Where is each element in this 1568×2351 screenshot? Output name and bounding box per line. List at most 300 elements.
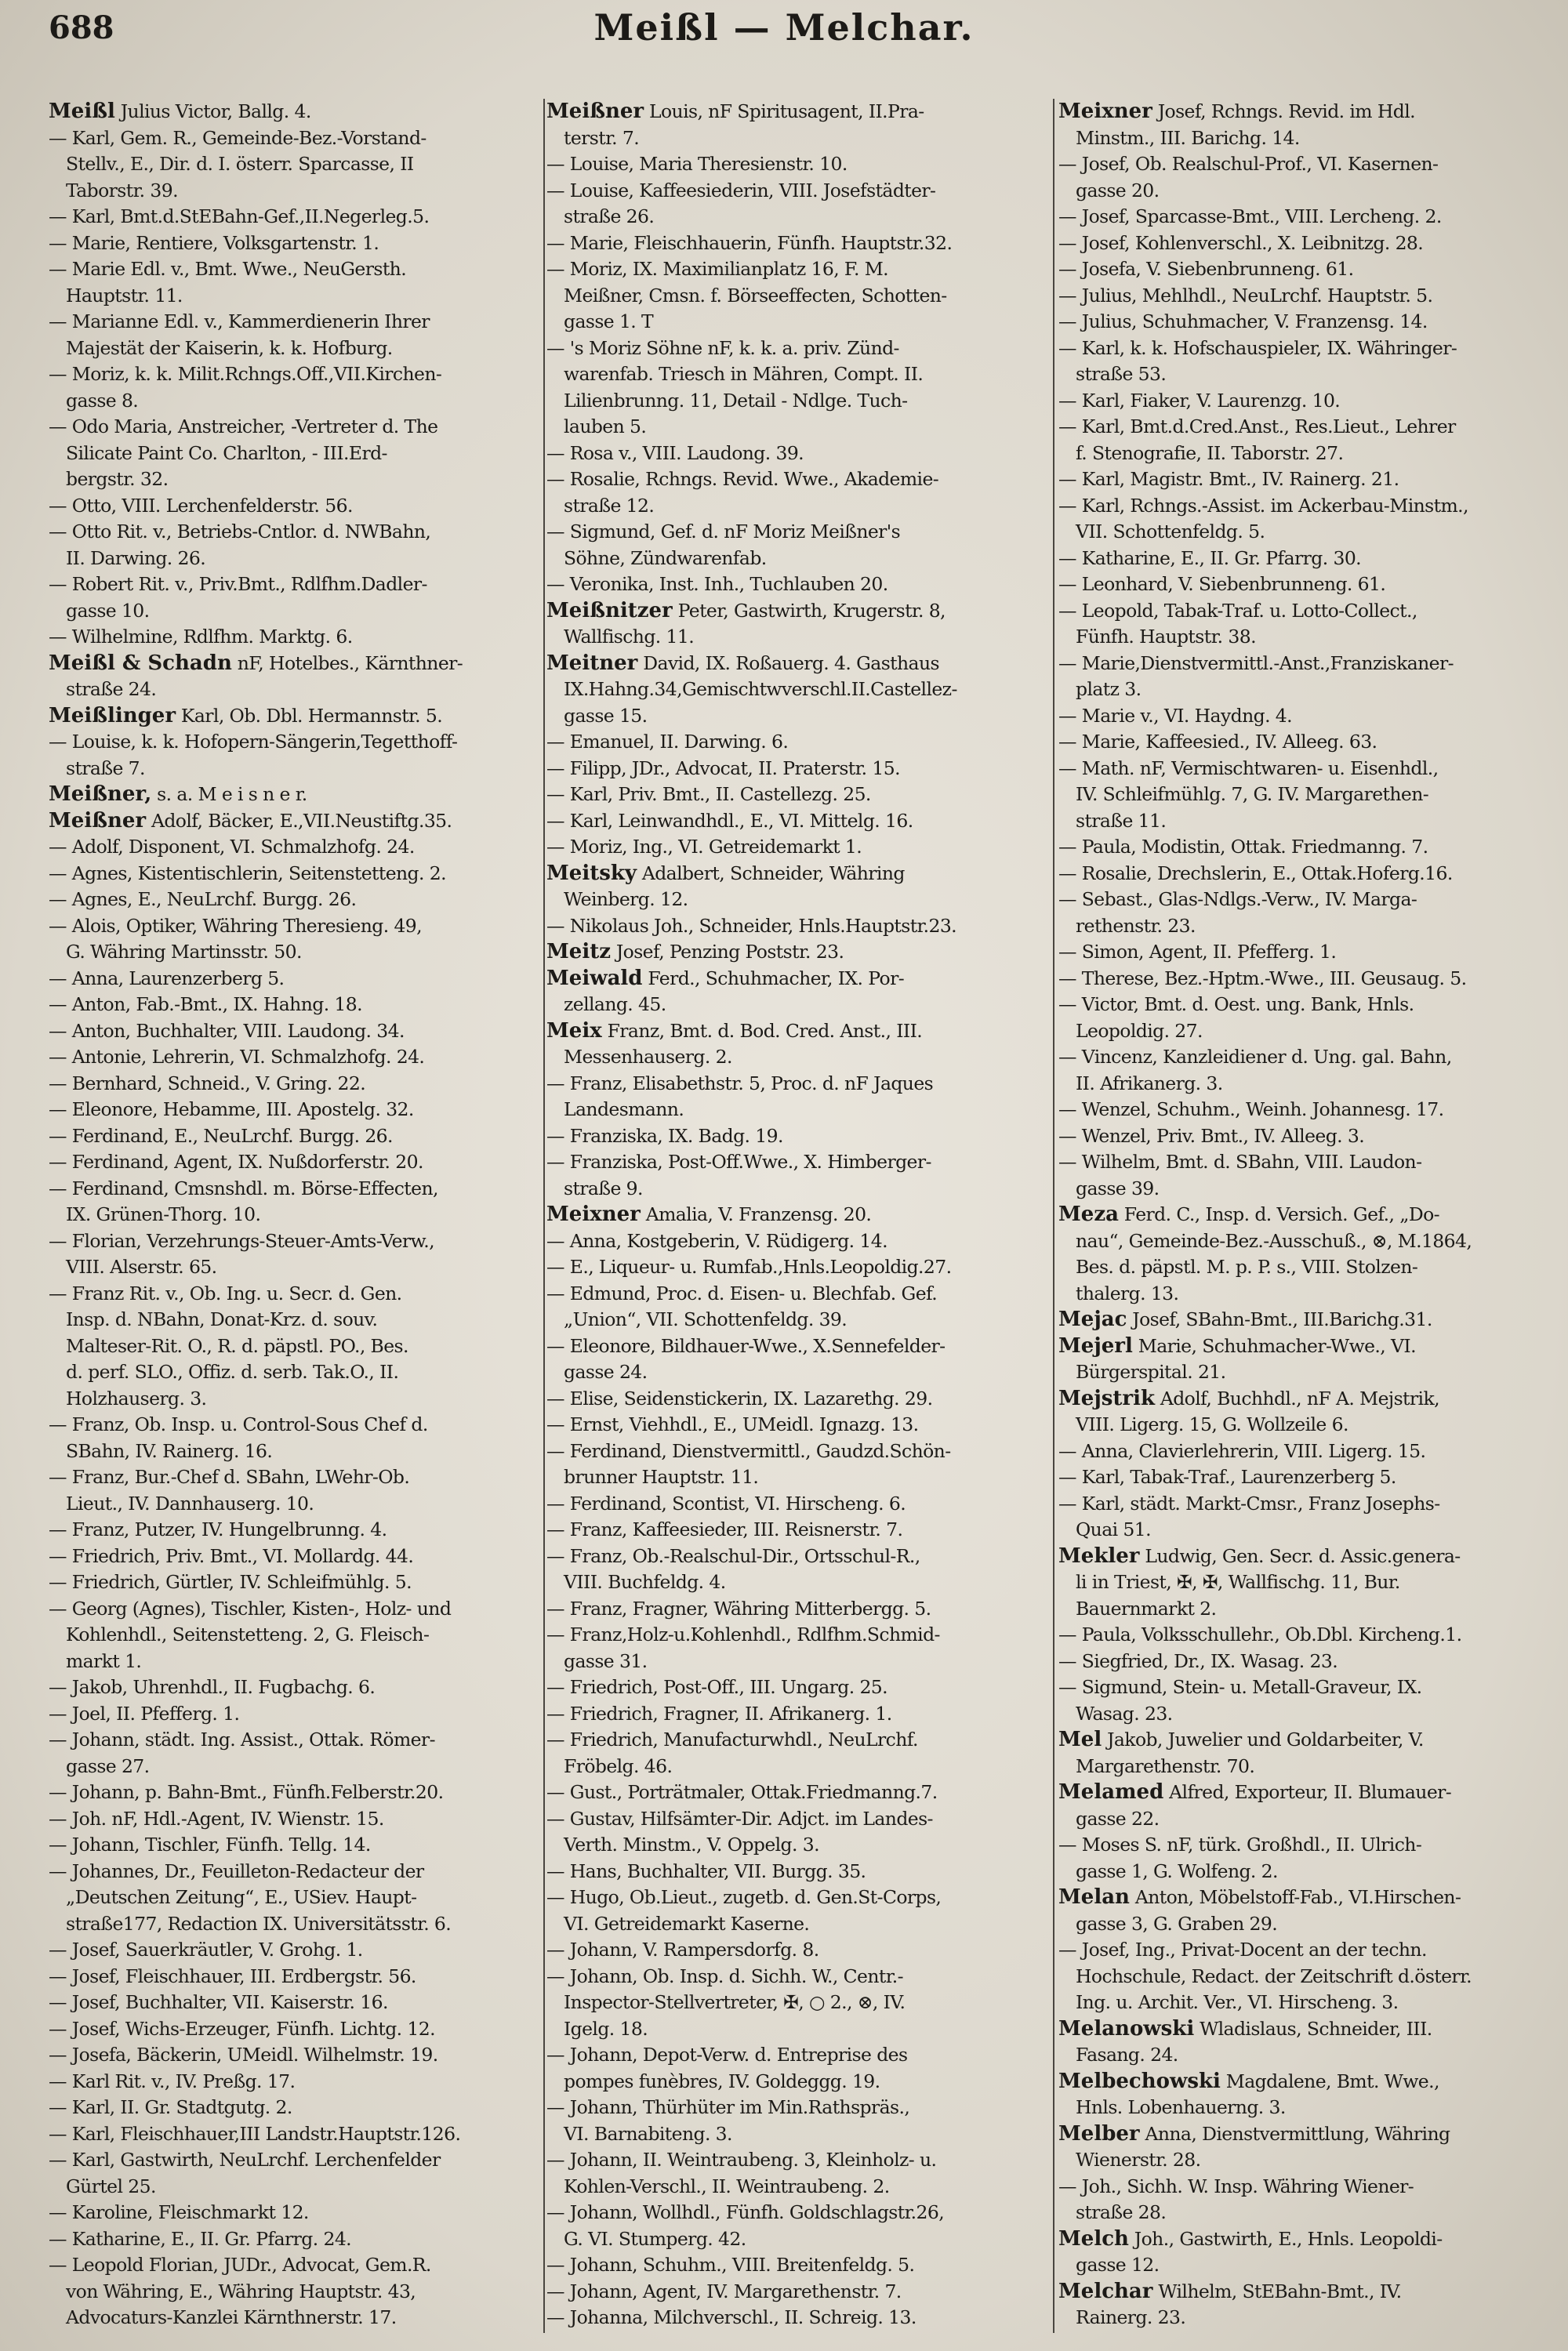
column-divider	[1053, 99, 1054, 2333]
directory-line: — Johann, p. Bahn-Bmt., Fünfh.Felberstr.20.	[49, 1781, 444, 1803]
directory-line: Bes. d. päpstl. M. p. P. s., VIII. Stolzen-	[1076, 1256, 1418, 1278]
directory-line: — Franz, Putzer, IV. Hungelbrunng. 4.	[49, 1518, 387, 1540]
directory-line: zellang. 45.	[564, 993, 666, 1015]
entry-text: Adolf, Bäcker, E.,VII.Neustiftg.35.	[146, 809, 452, 832]
surname-headword: Mejac	[1058, 1308, 1127, 1331]
entry-text: Franz, Bmt. d. Bod. Cred. Anst., III.	[601, 1019, 923, 1042]
directory-line: IX.Hahng.34,Gemischtwverschl.II.Castellez-	[564, 678, 957, 700]
directory-line: — Karl, II. Gr. Stadtgutg. 2.	[49, 2096, 292, 2118]
directory-entry-heading	[546, 1018, 1048, 1045]
surname-headword: Meixner	[546, 1203, 641, 1226]
column-3	[1058, 99, 1551, 2331]
directory-line: — Simon, Agent, II. Pfefferg. 1.	[1058, 941, 1337, 963]
surname-headword: Meixner	[1058, 100, 1152, 123]
directory-line: — Leopold Florian, JUDr., Advocat, Gem.R.	[49, 2254, 431, 2276]
directory-line: — Nikolaus Joh., Schneider, Hnls.Hauptstr.23.	[546, 914, 957, 937]
directory-line: — Karl, Priv. Bmt., II. Castellezg. 25.	[546, 783, 871, 805]
directory-line: straße 28.	[1076, 2201, 1167, 2223]
directory-line: gasse 24.	[564, 1361, 648, 1383]
directory-line: — Franz, Bur.-Chef d. SBahn, LWehr-Ob.	[49, 1466, 410, 1488]
directory-entry-heading	[546, 651, 1048, 677]
directory-line: — Anton, Buchhalter, VIII. Laudong. 34.	[49, 1019, 405, 1042]
directory-line: Margarethenstr. 70.	[1076, 1754, 1255, 1777]
directory-line: — Friedrich, Post-Off., III. Ungarg. 25.	[546, 1676, 888, 1698]
directory-line: — Franz, Ob.-Realschul-Dir., Ortsschul-R.,	[546, 1544, 920, 1567]
directory-line: gasse 20.	[1076, 179, 1160, 201]
directory-line: gasse 8.	[66, 389, 139, 412]
directory-line: Söhne, Zündwarenfab.	[564, 546, 767, 569]
surname-headword: Mel	[1058, 1728, 1102, 1751]
directory-line: straße 26.	[564, 205, 655, 227]
directory-entry-heading	[546, 598, 1048, 625]
directory-line: — Ernst, Viehhdl., E., UMeidl. Ignazg. 13.	[546, 1413, 919, 1435]
directory-line: — Hans, Buchhalter, VII. Burgg. 35.	[546, 1859, 866, 1882]
directory-line: — Ferdinand, Agent, IX. Nußdorferstr. 20.	[49, 1151, 423, 1173]
directory-line: — Josef, Ing., Privat-Docent an der techn.	[1058, 1939, 1427, 1961]
directory-line: — Gustav, Hilfsämter-Dir. Adjct. im Landes-	[546, 1807, 933, 1830]
directory-line: — Karl, Gastwirth, NeuLrchf. Lerchenfelder	[49, 2149, 441, 2171]
surname-headword: Meißl & Schadn	[49, 651, 232, 675]
directory-line: — Karl, Bmt.d.StEBahn-Gef.,II.Negerleg.5.	[49, 205, 430, 227]
directory-line: straße 9.	[564, 1177, 643, 1199]
directory-line: Wallfischg. 11.	[564, 626, 695, 648]
surname-headword: Meißner	[546, 100, 644, 123]
directory-line: — Anna, Clavierlehrerin, VIII. Ligerg. 15.	[1058, 1439, 1426, 1462]
directory-line: Ing. u. Archit. Ver., VI. Hirscheng. 3.	[1076, 1991, 1399, 2013]
directory-line: Hnls. Lobenhauerng. 3.	[1076, 2096, 1286, 2118]
entry-text: Josef, Penzing Poststr. 23.	[610, 941, 844, 963]
directory-line: — Katharine, E., II. Gr. Pfarrg. 30.	[1058, 546, 1362, 569]
directory-line: Wienerstr. 28.	[1076, 2149, 1201, 2171]
directory-line: warenfab. Triesch in Mähren, Compt. II.	[564, 363, 924, 385]
surname-headword: Meißner,	[49, 782, 152, 806]
directory-line: — Johann, Wollhdl., Fünfh. Goldschlagstr.26,	[546, 2201, 945, 2223]
directory-line: f. Stenografie, II. Taborstr. 27.	[1076, 441, 1344, 464]
directory-line: — Anton, Fab.-Bmt., IX. Hahng. 18.	[49, 993, 363, 1015]
directory-line: — Louise, k. k. Hofopern-Sängerin,Tegetthoff-	[49, 731, 458, 753]
directory-line: — Karl, k. k. Hofschauspieler, IX. Währinger-	[1058, 336, 1457, 359]
directory-line: — Paula, Modistin, Ottak. Friedmanng. 7.	[1058, 836, 1428, 858]
directory-line: — Julius, Schuhmacher, V. Franzensg. 14.	[1058, 310, 1428, 332]
entry-text: Amalia, V. Franzensg. 20.	[640, 1203, 872, 1225]
directory-line: II. Afrikanerg. 3.	[1076, 1072, 1223, 1094]
directory-entry-heading	[49, 808, 541, 835]
directory-entry-heading	[1058, 2226, 1551, 2253]
directory-line: — Moriz, Ing., VI. Getreidemarkt 1.	[546, 836, 862, 858]
directory-line: Kohlen-Verschl., II. Weintraubeng. 2.	[564, 2175, 890, 2197]
surname-headword: Melchar	[1058, 2279, 1153, 2303]
directory-line: straße177, Redaction IX. Universitätsstr. 6.	[66, 1912, 452, 1935]
directory-line: — Marie Edl. v., Bmt. Wwe., NeuGersth.	[49, 258, 407, 280]
directory-line: — Anna, Laurenzerberg 5.	[49, 967, 285, 989]
directory-line: — Moriz, k. k. Milit.Rchngs.Off.,VII.Kirchen-	[49, 363, 442, 385]
directory-line: gasse 12.	[1076, 2254, 1160, 2276]
directory-line: — Johanna, Milchverschl., II. Schreig. 13.	[546, 2306, 916, 2328]
directory-line: — Joh., Sichh. W. Insp. Währing Wiener-	[1058, 2175, 1414, 2197]
surname-headword: Meitsky	[546, 861, 637, 885]
directory-line: VI. Barnabiteng. 3.	[564, 2122, 732, 2145]
directory-line: Weinberg. 12.	[564, 888, 688, 910]
surname-headword: Meißl	[49, 100, 115, 123]
directory-line: II. Darwing. 26.	[66, 546, 206, 569]
directory-line: — Josef, Buchhalter, VII. Kaiserstr. 16.	[49, 1991, 388, 2013]
entry-text: Anton, Möbelstoff-Fab., VI.Hirschen-	[1129, 1886, 1461, 1908]
directory-line: Hauptstr. 11.	[66, 284, 183, 307]
directory-line: — Odo Maria, Anstreicher, -Vertreter d. The	[49, 415, 438, 437]
directory-entry-heading	[1058, 1307, 1551, 1333]
directory-line: Insp. d. NBahn, Donat-Krz. d. souv.	[66, 1308, 378, 1330]
surname-headword: Meitner	[546, 651, 638, 675]
directory-line: — Otto Rit. v., Betriebs-Cntlor. d. NWBahn,	[49, 521, 431, 542]
directory-line: gasse 1. T	[564, 310, 654, 332]
directory-line: straße 53.	[1076, 363, 1167, 385]
surname-headword: Melanowski	[1058, 2016, 1195, 2041]
directory-entry-heading	[1058, 1727, 1551, 1754]
directory-line: — Emanuel, II. Darwing. 6.	[546, 731, 789, 753]
directory-line: — Joel, II. Pfefferg. 1.	[49, 1702, 240, 1725]
surname-headword: Melamed	[1058, 1780, 1164, 1804]
directory-line: — Karl, Bmt.d.Cred.Anst., Res.Lieut., Lehrer	[1058, 415, 1456, 437]
directory-line: — Adolf, Disponent, VI. Schmalzhofg. 24.	[49, 836, 415, 858]
directory-line: Leopoldig. 27.	[1076, 1019, 1203, 1042]
directory-line: „Union“, VII. Schottenfeldg. 39.	[564, 1308, 848, 1330]
entry-text: Jakob, Juwelier und Goldarbeiter, V.	[1102, 1729, 1424, 1751]
directory-line: — Franz, Elisabethstr. 5, Proc. d. nF Jaques	[546, 1072, 934, 1094]
directory-line: terstr. 7.	[564, 126, 640, 149]
directory-line: — Therese, Bez.-Hptm.-Wwe., III. Geusaug. 5.	[1058, 967, 1467, 989]
directory-line: — Robert Rit. v., Priv.Bmt., Rdlfhm.Dadler-	[49, 573, 427, 595]
directory-line: Gürtel 25.	[66, 2175, 156, 2197]
directory-line: Igelg. 18.	[564, 2017, 648, 2040]
directory-entry-heading	[49, 782, 541, 808]
directory-line: — Gust., Porträtmaler, Ottak.Friedmanng.7.	[546, 1781, 938, 1803]
directory-line: — Johann, Schuhm., VIII. Breitenfeldg. 5.	[546, 2254, 915, 2276]
directory-line: Inspector-Stellvertreter, ✠, ○ 2., ⊗, IV.	[564, 1991, 906, 2013]
directory-line: — Ferdinand, Scontist, VI. Hirscheng. 6.	[546, 1492, 906, 1515]
directory-line: „Deutschen Zeitung“, E., USiev. Haupt-	[66, 1886, 417, 1908]
surname-headword: Melbechowski	[1058, 2069, 1221, 2093]
directory-line: — Johann, Tischler, Fünfh. Tellg. 14.	[49, 1834, 371, 1856]
entry-text: nF, Hotelbes., Kärnthner-	[231, 651, 463, 674]
directory-line: — Anna, Kostgeberin, V. Rüdigerg. 14.	[546, 1229, 887, 1252]
directory-line: Rainerg. 23.	[1076, 2306, 1186, 2328]
directory-line: — Katharine, E., II. Gr. Pfarrg. 24.	[49, 2227, 352, 2250]
directory-line: Holzhauserg. 3.	[66, 1387, 207, 1410]
directory-line: Wasag. 23.	[1076, 1702, 1173, 1725]
directory-line: — Friedrich, Gürtler, IV. Schleifmühlg. 5.	[49, 1571, 412, 1593]
directory-line: straße 12.	[564, 494, 655, 517]
directory-line: — Wilhelm, Bmt. d. SBahn, VIII. Laudon-	[1058, 1151, 1422, 1173]
entry-text: Wladislaus, Schneider, III.	[1194, 2017, 1432, 2040]
directory-line: — Karl, Magistr. Bmt., IV. Rainerg. 21.	[1058, 468, 1399, 490]
directory-entry-heading	[546, 939, 1048, 966]
directory-line: — Josef, Ob. Realschul-Prof., VI. Kasernen-	[1058, 153, 1439, 175]
directory-line: — Bernhard, Schneid., V. Gring. 22.	[49, 1072, 366, 1094]
directory-line: — Agnes, Kistentischlerin, Seitenstetteng. 2.	[49, 862, 446, 884]
directory-line: — Jakob, Uhrenhdl., II. Fugbachg. 6.	[49, 1676, 376, 1698]
directory-line: — Antonie, Lehrerin, VI. Schmalzhofg. 24.	[49, 1046, 425, 1068]
directory-line: Fasang. 24.	[1076, 2044, 1178, 2066]
directory-line: — Florian, Verzehrungs-Steuer-Amts-Verw.,	[49, 1229, 434, 1252]
directory-line: IX. Grünen-Thorg. 10.	[66, 1203, 261, 1225]
directory-line: IV. Schleifmühlg. 7, G. IV. Margarethen-	[1076, 783, 1429, 805]
entry-text: s. a. M e i s n e r.	[151, 783, 307, 805]
directory-line: — Edmund, Proc. d. Eisen- u. Blechfab. Gef.	[546, 1282, 938, 1304]
directory-line: Malteser-Rit. O., R. d. päpstl. PO., Bes.	[66, 1334, 408, 1357]
directory-line: thalerg. 13.	[1076, 1282, 1179, 1304]
directory-line: — Wenzel, Schuhm., Weinh. Johannesg. 17.	[1058, 1098, 1444, 1120]
entry-text: Anna, Dienstvermittlung, Währing	[1139, 2122, 1450, 2145]
directory-entry-heading	[1058, 99, 1551, 125]
directory-line: Minstm., III. Barichg. 14.	[1076, 126, 1300, 149]
directory-line: lauben 5.	[564, 415, 647, 437]
directory-line: Bürgerspital. 21.	[1076, 1361, 1226, 1383]
directory-line: Verth. Minstm., V. Oppelg. 3.	[564, 1834, 819, 1856]
entry-text: Karl, Ob. Dbl. Hermannstr. 5.	[176, 704, 443, 727]
directory-line: VI. Getreidemarkt Kaserne.	[564, 1912, 810, 1935]
directory-line: — Franziska, Post-Off.Wwe., X. Himberger-	[546, 1151, 931, 1173]
entry-text: Peter, Gastwirth, Krugerstr. 8,	[672, 599, 946, 622]
directory-line: — Veronika, Inst. Inh., Tuchlauben 20.	[546, 573, 888, 595]
directory-line: gasse 31.	[564, 1649, 648, 1672]
directory-line: markt 1.	[66, 1649, 142, 1672]
directory-entry-heading	[546, 861, 1048, 887]
directory-line: — Franz,Holz-u.Kohlenhdl., Rdlfhm.Schmid-	[546, 1624, 940, 1645]
surname-headword: Melber	[1058, 2121, 1140, 2146]
directory-line: — Josef, Sparcasse-Bmt., VIII. Lercheng. 2.	[1058, 205, 1442, 227]
directory-line: — E., Liqueur- u. Rumfab.,Hnls.Leopoldig.27.	[546, 1256, 952, 1278]
directory-entry-heading	[49, 651, 541, 677]
directory-line: Fröbelg. 46.	[564, 1754, 673, 1777]
directory-entry-heading	[1058, 2016, 1551, 2043]
directory-line: — Siegfried, Dr., IX. Wasag. 23.	[1058, 1649, 1338, 1672]
entry-text: Alfred, Exporteur, II. Blumauer-	[1163, 1781, 1452, 1803]
directory-line: Hochschule, Redact. der Zeitschrift d.österr.	[1076, 1965, 1472, 1987]
directory-line: — Friedrich, Manufacturwhdl., NeuLrchf.	[546, 1729, 918, 1751]
entry-text: Ferd., Schuhmacher, IX. Por-	[642, 967, 905, 989]
directory-line: — Friedrich, Fragner, II. Afrikanerg. 1.	[546, 1702, 892, 1725]
entry-text: Louis, nF Spiritusagent, II.Pra-	[644, 100, 924, 122]
entry-text: David, IX. Roßauerg. 4. Gasthaus	[637, 651, 939, 674]
directory-line: — Ferdinand, E., NeuLrchf. Burgg. 26.	[49, 1124, 393, 1147]
directory-line: rethenstr. 23.	[1076, 914, 1196, 937]
directory-line: Landesmann.	[564, 1098, 684, 1120]
directory-line: — Johann, städt. Ing. Assist., Ottak. Römer-	[49, 1729, 435, 1751]
directory-entry-heading	[1058, 1544, 1551, 1570]
directory-line: — Karl, Fiaker, V. Laurenzg. 10.	[1058, 389, 1341, 412]
directory-line: Meißner, Cmsn. f. Börseeffecten, Schotten-	[564, 284, 947, 307]
directory-line: — Louise, Kaffeesiederin, VIII. Josefstädter-	[546, 179, 936, 201]
entry-text: Ferd. C., Insp. d. Versich. Gef., „Do-	[1118, 1203, 1439, 1225]
directory-line: — Sebast., Glas-Ndlgs.-Verw., IV. Marga-	[1058, 888, 1417, 910]
directory-line: Advocaturs-Kanzlei Kärnthnerstr. 17.	[66, 2306, 397, 2328]
directory-line: straße 11.	[1076, 809, 1167, 832]
directory-entry-heading	[49, 99, 541, 125]
directory-line: — Johann, Agent, IV. Margarethenstr. 7.	[546, 2280, 902, 2302]
directory-line: — Karl, Gem. R., Gemeinde-Bez.-Vorstand-	[49, 126, 426, 149]
directory-line: — Rosalie, Rchngs. Revid. Wwe., Akademie-	[546, 468, 939, 490]
directory-line: SBahn, IV. Rainerg. 16.	[66, 1439, 273, 1462]
directory-line: — Johann, V. Rampersdorfg. 8.	[546, 1939, 819, 1961]
directory-entry-heading	[546, 1202, 1048, 1228]
directory-line: — Louise, Maria Theresienstr. 10.	[546, 153, 848, 175]
directory-line: — Eleonore, Hebamme, III. Apostelg. 32.	[49, 1098, 414, 1120]
directory-line: gasse 10.	[66, 599, 150, 622]
entry-text: Magdalene, Bmt. Wwe.,	[1220, 2070, 1439, 2092]
column-1	[49, 99, 541, 2331]
directory-line: — Josefa, V. Siebenbrunneng. 61.	[1058, 258, 1354, 280]
directory-line: Kohlenhdl., Seitenstetteng. 2, G. Fleisch-	[66, 1624, 430, 1645]
surname-headword: Mejstrik	[1058, 1386, 1155, 1410]
directory-line: gasse 3, G. Graben 29.	[1076, 1912, 1278, 1935]
directory-line: — Johann, Ob. Insp. d. Sichh. W., Centr.-	[546, 1965, 903, 1987]
directory-line: Taborstr. 39.	[66, 179, 178, 201]
directory-line: von Währing, E., Währing Hauptstr. 43,	[66, 2280, 416, 2302]
directory-entry-heading	[546, 99, 1048, 125]
directory-line: — Hugo, Ob.Lieut., zugetb. d. Gen.St-Corps,	[546, 1886, 942, 1908]
page-number: 688	[49, 9, 114, 46]
directory-entry-heading	[546, 966, 1048, 992]
directory-line: platz 3.	[1076, 678, 1142, 700]
directory-line: — 's Moriz Söhne nF, k. k. a. priv. Zünd-	[546, 336, 899, 359]
directory-line: VII. Schottenfeldg. 5.	[1076, 521, 1265, 542]
directory-line: — Victor, Bmt. d. Oest. ung. Bank, Hnls.	[1058, 993, 1414, 1015]
column-divider	[543, 99, 545, 2333]
entry-text: Adolf, Buchhdl., nF A. Mejstrik,	[1154, 1387, 1439, 1410]
directory-line: pompes funèbres, IV. Goldeggg. 19.	[564, 2070, 880, 2092]
surname-headword: Meitz	[546, 940, 611, 963]
column-2	[546, 99, 1048, 2331]
directory-line: G. Währing Martinsstr. 50.	[66, 941, 302, 963]
directory-entry-heading	[1058, 1202, 1551, 1228]
directory-line: — Rosalie, Drechslerin, E., Ottak.Hoferg.16.	[1058, 862, 1453, 884]
directory-line: — Sigmund, Stein- u. Metall-Graveur, IX.	[1058, 1676, 1422, 1698]
directory-line: — Franz Rit. v., Ob. Ing. u. Secr. d. Gen.	[49, 1282, 402, 1304]
directory-line: — Moriz, IX. Maximilianplatz 16, F. M.	[546, 258, 889, 280]
directory-entry-heading	[1058, 1885, 1551, 1911]
directory-line: Lieut., IV. Dannhauserg. 10.	[66, 1492, 314, 1515]
directory-line: — Karl, Fleischhauer,III Landstr.Hauptstr.126.	[49, 2122, 461, 2145]
surname-headword: Meix	[546, 1018, 602, 1043]
directory-line: — Karoline, Fleischmarkt 12.	[49, 2201, 309, 2223]
directory-line: gasse 22.	[1076, 1807, 1160, 1830]
directory-line: — Alois, Optiker, Währing Theresieng. 49,	[49, 914, 423, 937]
directory-line: nau“, Gemeinde-Bez.-Ausschuß., ⊗, M.1864,	[1076, 1229, 1472, 1252]
directory-line: — Julius, Mehlhdl., NeuLrchf. Hauptstr. 5.	[1058, 284, 1433, 307]
directory-entry-heading	[1058, 1386, 1551, 1413]
directory-line: — Joh. nF, Hdl.-Agent, IV. Wienstr. 15.	[49, 1807, 384, 1830]
directory-line: straße 24.	[66, 678, 157, 700]
directory-line: — Marie, Rentiere, Volksgartenstr. 1.	[49, 231, 379, 254]
directory-line: d. perf. SLO., Offiz. d. serb. Tak.O., II.	[66, 1361, 399, 1383]
entry-text: Joh., Gastwirth, E., Hnls. Leopoldi-	[1128, 2227, 1443, 2250]
directory-entry-heading	[1058, 1333, 1551, 1360]
surname-headword: Meißlinger	[49, 703, 176, 727]
directory-entry-heading	[1058, 1780, 1551, 1806]
directory-line: — Marie, Kaffeesied., IV. Alleeg. 63.	[1058, 731, 1377, 753]
directory-line: Fünfh. Hauptstr. 38.	[1076, 626, 1256, 648]
directory-line: — Math. nF, Vermischtwaren- u. Eisenhdl.,	[1058, 756, 1439, 779]
directory-line: — Marie, Fleischhauerin, Fünfh. Hauptstr.32.	[546, 231, 953, 254]
directory-entry-heading	[1058, 2069, 1551, 2095]
directory-line: Silicate Paint Co. Charlton, - III.Erd-	[66, 441, 387, 464]
directory-line: — Josef, Fleischhauer, III. Erdbergstr. 56.	[49, 1965, 416, 1987]
directory-line: Quai 51.	[1076, 1518, 1151, 1540]
directory-line: — Otto, VIII. Lerchenfelderstr. 56.	[49, 494, 353, 517]
surname-headword: Meiwald	[546, 966, 643, 990]
directory-line: li in Triest, ✠, ✠, Wallfischg. 11, Bur.	[1076, 1571, 1400, 1593]
directory-line: — Vincenz, Kanzleidiener d. Ung. gal. Bahn,	[1058, 1046, 1452, 1068]
directory-line: — Ferdinand, Dienstvermittl., Gaudzd.Schön-	[546, 1439, 951, 1462]
page-title: Meißl — Melchar.	[593, 6, 975, 49]
directory-line: — Franz, Kaffeesieder, III. Reisnerstr. 7.	[546, 1518, 903, 1540]
directory-line: — Karl Rit. v., IV. Preßg. 17.	[49, 2070, 296, 2092]
directory-line: — Franz, Fragner, Währing Mitterbergg. 5.	[546, 1597, 931, 1620]
directory-line: VIII. Buchfeldg. 4.	[564, 1571, 726, 1593]
directory-line: — Johann, Depot-Verw. d. Entreprise des	[546, 2044, 908, 2066]
directory-line: — Josef, Sauerkräutler, V. Grohg. 1.	[49, 1939, 363, 1961]
entry-text: Marie, Schuhmacher-Wwe., VI.	[1132, 1334, 1416, 1357]
directory-line: — Franziska, IX. Badg. 19.	[546, 1124, 783, 1147]
directory-line: brunner Hauptstr. 11.	[564, 1466, 759, 1488]
entry-text: Josef, SBahn-Bmt., III.Barichg.31.	[1127, 1308, 1432, 1330]
directory-line: — Johann, Thürhüter im Min.Rathspräs.,	[546, 2096, 910, 2118]
directory-line: — Leopold, Tabak-Traf. u. Lotto-Collect.,	[1058, 599, 1417, 622]
entry-text: Adalbert, Schneider, Währing	[636, 862, 905, 884]
directory-line: — Elise, Seidenstickerin, IX. Lazarethg. 29.	[546, 1387, 933, 1410]
directory-line: — Franz, Ob. Insp. u. Control-Sous Chef d.	[49, 1413, 428, 1435]
directory-line: Messenhauserg. 2.	[564, 1046, 732, 1068]
directory-entry-heading	[1058, 2121, 1551, 2148]
directory-line: gasse 27.	[66, 1754, 150, 1777]
directory-line: VIII. Alserstr. 65.	[66, 1256, 217, 1278]
directory-line: Stellv., E., Dir. d. I. österr. Sparcasse, II	[66, 153, 414, 175]
directory-line: Majestät der Kaiserin, k. k. Hofburg.	[66, 336, 393, 359]
directory-line: — Josef, Kohlenverschl., X. Leibnitzg. 28.	[1058, 231, 1424, 254]
directory-entry-heading	[49, 703, 541, 730]
directory-line: — Ferdinand, Cmsnshdl. m. Börse-Effecten,	[49, 1177, 438, 1199]
directory-line: — Johann, II. Weintraubeng. 3, Kleinholz- u.	[546, 2149, 937, 2171]
directory-line: Bauernmarkt 2.	[1076, 1597, 1217, 1620]
directory-entry-heading	[1058, 2279, 1551, 2306]
directory-line: — Moses S. nF, türk. Großhdl., II. Ulrich-	[1058, 1834, 1422, 1856]
directory-line: gasse 39.	[1076, 1177, 1160, 1199]
directory-line: gasse 1, G. Wolfeng. 2.	[1076, 1859, 1278, 1882]
directory-line: — Marie,Dienstvermittl.-Anst.,Franziskaner-	[1058, 651, 1454, 674]
directory-line: — Josef, Wichs-Erzeuger, Fünfh. Lichtg. 12.	[49, 2017, 435, 2040]
surname-headword: Melan	[1058, 1885, 1130, 1909]
surname-headword: Mejerl	[1058, 1333, 1133, 1358]
directory-line: — Leonhard, V. Siebenbrunneng. 61.	[1058, 573, 1386, 595]
directory-line: — Wilhelmine, Rdlfhm. Marktg. 6.	[49, 626, 353, 648]
directory-line: VIII. Ligerg. 15, G. Wollzeile 6.	[1076, 1413, 1348, 1435]
directory-line: straße 7.	[66, 756, 145, 779]
directory-line: — Paula, Volksschullehr., Ob.Dbl. Kircheng.1.	[1058, 1624, 1462, 1645]
surname-headword: Meza	[1058, 1203, 1119, 1226]
surname-headword: Meißner	[49, 808, 147, 833]
directory-line: — Karl, städt. Markt-Cmsr., Franz Josephs-	[1058, 1492, 1440, 1515]
surname-headword: Mekler	[1058, 1544, 1140, 1568]
directory-line: — Eleonore, Bildhauer-Wwe., X.Sennefelder-	[546, 1334, 946, 1357]
directory-line: — Karl, Leinwandhdl., E., VI. Mittelg. 16.	[546, 809, 913, 832]
entry-text: Ludwig, Gen. Secr. d. Assic.genera-	[1139, 1544, 1461, 1567]
directory-line: — Filipp, JDr., Advocat, II. Praterstr. 15.	[546, 756, 900, 779]
directory-line: — Friedrich, Priv. Bmt., VI. Mollardg. 44.	[49, 1544, 414, 1567]
surname-headword: Meißnitzer	[546, 598, 673, 622]
entry-text: Josef, Rchngs. Revid. im Hdl.	[1152, 100, 1415, 122]
directory-line: — Karl, Rchngs.-Assist. im Ackerbau-Minstm.,	[1058, 494, 1468, 517]
directory-line: — Karl, Tabak-Traf., Laurenzerberg 5.	[1058, 1466, 1396, 1488]
